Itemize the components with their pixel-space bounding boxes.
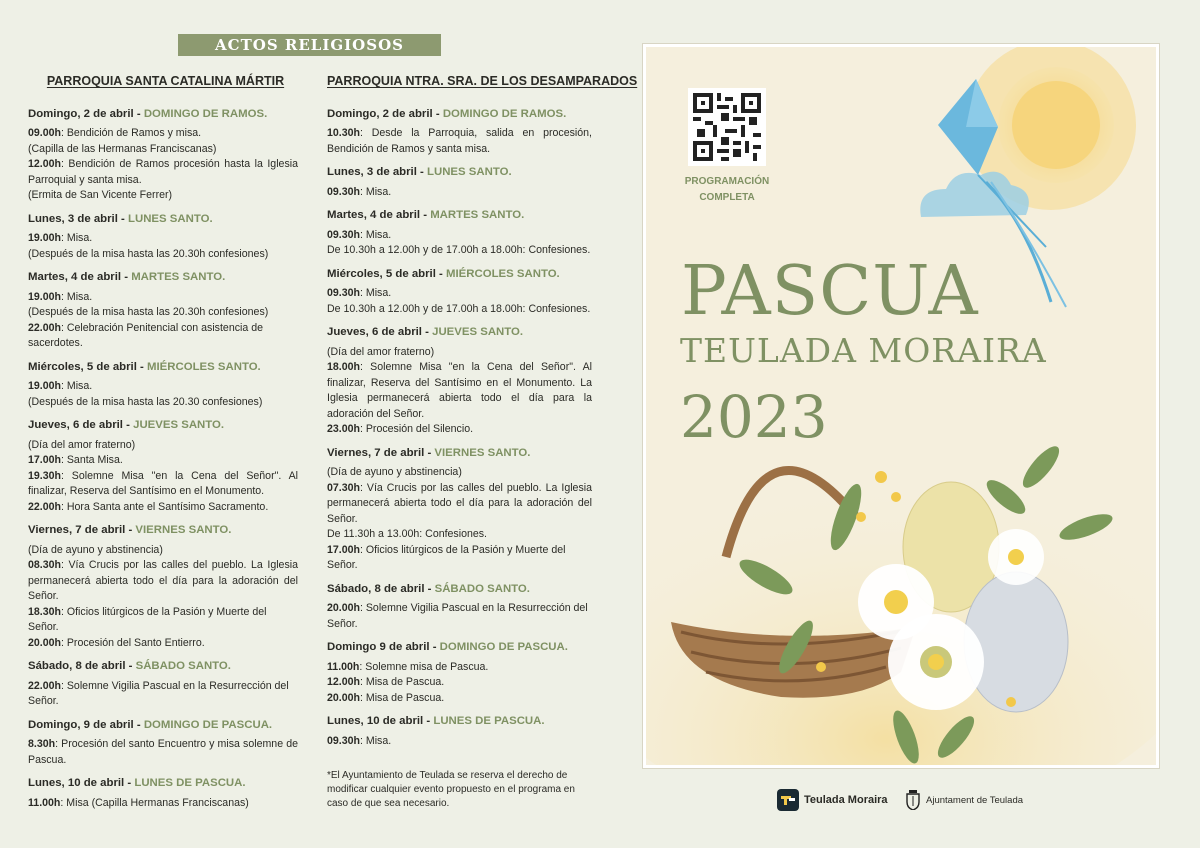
day-heading: Lunes, 3 de abril - LUNES SANTO. xyxy=(327,166,512,178)
day-name: MIÉRCOLES SANTO. xyxy=(446,267,560,280)
event-text: : Misa. xyxy=(60,290,93,303)
ajuntament-logo xyxy=(905,789,1023,811)
schedule-line xyxy=(28,157,298,188)
poster-year: 2023 xyxy=(680,383,828,451)
day-entry xyxy=(327,325,592,438)
schedule-line xyxy=(327,527,592,543)
schedule-column-santa-catalina xyxy=(28,74,298,819)
event-text: : Bendición de Ramos y misa. xyxy=(60,127,202,139)
day-name: VIERNES SANTO. xyxy=(135,524,232,536)
schedule-line xyxy=(327,126,592,157)
day-name: SÁBADO SANTO. xyxy=(135,660,231,672)
schedule-line xyxy=(28,438,298,454)
schedule-line xyxy=(327,543,592,574)
day-heading: Martes, 4 de abril - MARTES SANTO. xyxy=(28,271,226,283)
day-name: MIÉRCOLES SANTO. xyxy=(147,360,261,373)
day-date: Lunes, 10 de abril xyxy=(327,715,424,727)
day-entry xyxy=(28,418,298,515)
schedule-line xyxy=(28,321,298,352)
day-entry xyxy=(28,718,298,769)
day-heading: Domingo, 2 de abril - DOMINGO DE RAMOS. xyxy=(327,107,567,120)
schedule-line xyxy=(28,142,298,158)
day-date: Martes, 4 de abril xyxy=(327,209,421,221)
event-time: 22.00h xyxy=(28,500,61,513)
event-text: : Bendición de Ramos procesión hasta la Iglesia Parroquial y santa misa. xyxy=(28,158,298,186)
day-entry xyxy=(327,714,592,749)
schedule-line xyxy=(327,185,592,201)
day-entry xyxy=(327,208,592,259)
day-date: Jueves, 6 de abril xyxy=(28,419,123,431)
coat-of-arms-icon xyxy=(905,790,921,810)
day-name: LUNES SANTO. xyxy=(427,166,512,178)
event-text: (Después de la misa hasta las 20.30h confesiones) xyxy=(28,306,269,318)
day-entry xyxy=(327,446,592,574)
event-text: : Solemne Misa "en la Cena del Señor". Al finalizar, Reserva del Santísimo en el Monumento. xyxy=(28,469,298,497)
schedule-line xyxy=(28,679,298,710)
schedule-line xyxy=(28,543,298,559)
event-text: : Desde la Parroquia, salida en procesión, Bendición de Ramos y santa misa. xyxy=(327,127,592,155)
schedule-line xyxy=(28,737,298,768)
event-time: 22.00h xyxy=(28,679,61,692)
event-time: 11.00h xyxy=(327,660,360,673)
event-text: (Capilla de las Hermanas Franciscanas) xyxy=(28,142,217,155)
day-date: Lunes, 3 de abril xyxy=(327,166,417,178)
day-heading: Sábado, 8 de abril - SÁBADO SANTO. xyxy=(327,582,530,595)
event-time: 19.00h xyxy=(28,232,61,244)
event-text: : Misa (Capilla Hermanas Franciscanas) xyxy=(60,796,249,809)
day-date: Viernes, 7 de abril xyxy=(28,524,126,536)
schedule-line xyxy=(28,395,298,411)
event-text: : Celebración Penitencial con asistencia de sacerdotes. xyxy=(28,321,263,349)
day-name: LUNES DE PASCUA. xyxy=(433,715,545,727)
event-text: : Misa. xyxy=(359,185,392,198)
schedule-line xyxy=(28,379,298,395)
event-time: 09.30h xyxy=(327,185,360,198)
event-text: De 10.30h a 12.00h y de 17.00h a 18.00h: Confesiones. xyxy=(327,302,591,315)
schedule-line xyxy=(327,691,592,707)
schedule-line xyxy=(327,422,592,438)
disclaimer-note: *El Ayuntamiento de Teulada se reserva el derecho de modificar cualquier evento propuesto en el programa en caso de que sea necesario. xyxy=(327,770,575,809)
event-time: 11.00h xyxy=(28,796,61,809)
event-text: (Día de ayuno y abstinencia) xyxy=(327,466,462,478)
event-text: : Misa. xyxy=(60,232,93,244)
schedule-line xyxy=(28,305,298,321)
schedule-line xyxy=(327,660,592,676)
teulada-moraira-logo xyxy=(777,789,888,811)
event-time: 22.00h xyxy=(28,321,61,334)
day-date: Domingo, 2 de abril xyxy=(28,107,134,120)
event-text: : Misa. xyxy=(60,380,93,392)
event-text: : Solemne Vigilia Pascual en la Resurrección del Señor. xyxy=(327,602,588,630)
day-list xyxy=(28,107,298,812)
day-heading: Jueves, 6 de abril - JUEVES SANTO. xyxy=(28,419,225,431)
event-text: : Oficios litúrgicos de la Pasión y Muerte del Señor. xyxy=(28,605,267,633)
day-heading: Jueves, 6 de abril - JUEVES SANTO. xyxy=(327,326,524,338)
day-name: DOMINGO DE PASCUA. xyxy=(143,718,273,731)
schedule-line xyxy=(327,302,592,318)
schedule-line xyxy=(327,286,592,302)
event-text: : Hora Santa ante el Santísimo Sacramento. xyxy=(60,500,269,513)
schedule-column-desamparados xyxy=(327,74,638,811)
day-entry xyxy=(327,107,592,158)
event-time: 17.00h xyxy=(327,543,360,556)
event-text: (Día del amor fraterno) xyxy=(28,438,136,451)
day-date: Domingo, 9 de abril xyxy=(28,718,134,731)
schedule-line xyxy=(327,601,592,632)
event-text: : Procesión del Santo Entierro. xyxy=(60,636,205,649)
schedule-line xyxy=(327,465,592,481)
day-heading: Martes, 4 de abril - MARTES SANTO. xyxy=(327,209,525,221)
event-text: : Misa de Pascua. xyxy=(359,691,445,704)
day-date: Jueves, 6 de abril xyxy=(327,326,422,338)
easter-poster xyxy=(643,44,1159,768)
day-entry xyxy=(327,165,592,200)
logo-text: Teulada Moraira xyxy=(804,794,888,806)
event-text: (Después de la misa hasta las 20.30h confesiones) xyxy=(28,247,269,260)
event-time: 20.00h xyxy=(327,602,360,614)
day-heading: Lunes, 10 de abril - LUNES DE PASCUA. xyxy=(28,777,246,789)
tm-logo-icon xyxy=(777,789,799,811)
day-heading: Viernes, 7 de abril - VIERNES SANTO. xyxy=(28,524,232,536)
day-entry xyxy=(327,582,592,633)
event-time: 12.00h xyxy=(327,676,360,688)
event-time: 18.30h xyxy=(28,605,61,618)
event-time: 07.30h xyxy=(327,481,360,494)
day-heading: Domingo, 9 de abril - DOMINGO DE PASCUA. xyxy=(28,718,273,731)
schedule-line xyxy=(28,126,298,142)
day-name: JUEVES SANTO. xyxy=(432,326,524,338)
day-date: Miércoles, 5 de abril xyxy=(28,360,137,373)
day-heading: Lunes, 3 de abril - LUNES SANTO. xyxy=(28,212,213,225)
day-entry xyxy=(28,270,298,352)
day-entry xyxy=(28,107,298,204)
day-name: DOMINGO DE RAMOS. xyxy=(442,107,567,120)
day-heading: Miércoles, 5 de abril - MIÉRCOLES SANTO. xyxy=(327,267,560,280)
event-text: : Vía Crucis por las calles del pueblo. La Iglesia permanecerá abierta todo el día para la adoración del Señor. xyxy=(327,481,592,525)
day-entry xyxy=(28,776,298,811)
event-text: : Solemne Misa "en la Cena del Señor". Al finalizar, Reserva del Santísimo en el Monumento. La Iglesia permanecerá abierta todo el día para la adoración del Señor. xyxy=(327,361,592,420)
schedule-line xyxy=(327,360,592,422)
day-heading: Domingo, 2 de abril - DOMINGO DE RAMOS. xyxy=(28,107,268,120)
day-name: SÁBADO SANTO. xyxy=(434,582,530,595)
schedule-line xyxy=(28,558,298,605)
qr-code-icon xyxy=(693,93,761,161)
event-text: : Misa. xyxy=(359,287,392,299)
event-text: (Después de la misa hasta las 20.30 confesiones) xyxy=(28,395,263,408)
event-time: 20.00h xyxy=(28,636,61,649)
event-time: 20.00h xyxy=(327,691,360,704)
section-banner: ACTOS RELIGIOSOS xyxy=(178,34,441,56)
schedule-line xyxy=(28,605,298,636)
event-text: : Santa Misa. xyxy=(60,454,123,466)
event-time: 17.00h xyxy=(28,454,61,466)
event-time: 19.30h xyxy=(28,469,61,482)
event-text: : Misa de Pascua. xyxy=(359,676,445,688)
day-heading: Viernes, 7 de abril - VIERNES SANTO. xyxy=(327,446,531,459)
schedule-line xyxy=(327,345,592,361)
day-name: DOMINGO DE PASCUA. xyxy=(439,641,568,653)
day-date: Sábado, 8 de abril xyxy=(327,582,425,595)
event-text: : Solemne misa de Pascua. xyxy=(359,660,489,673)
event-time: 23.00h xyxy=(327,423,360,435)
day-name: JUEVES SANTO. xyxy=(133,419,225,431)
day-list xyxy=(327,107,592,750)
day-name: LUNES SANTO. xyxy=(128,212,213,225)
day-date: Miércoles, 5 de abril xyxy=(327,267,436,280)
parish-title: PARROQUIA NTRA. SRA. DE LOS DESAMPARADOS xyxy=(327,74,638,88)
day-heading: Domingo 9 de abril - DOMINGO DE PASCUA. xyxy=(327,641,568,653)
event-text: De 10.30h a 12.00h y de 17.00h a 18.00h: Confesiones. xyxy=(327,244,591,256)
day-date: Lunes, 3 de abril xyxy=(28,212,118,225)
event-text: (Día del amor fraterno) xyxy=(327,345,435,358)
qr-code[interactable] xyxy=(688,88,766,166)
schedule-line xyxy=(327,243,592,259)
schedule-line xyxy=(28,231,298,247)
event-time: 8.30h xyxy=(28,738,56,750)
day-entry xyxy=(327,267,592,318)
event-time: 19.00h xyxy=(28,290,61,303)
poster-subtitle: TEULADA MORAIRA xyxy=(680,331,1047,370)
schedule-line xyxy=(28,500,298,516)
event-text: : Procesión del santo Encuentro y misa solemne de Pascua. xyxy=(28,738,298,766)
schedule-line xyxy=(28,453,298,469)
event-time: 09.30h xyxy=(327,287,360,299)
schedule-line xyxy=(327,481,592,528)
qr-caption xyxy=(676,174,778,206)
event-text: De 11.30h a 13.00h: Confesiones. xyxy=(327,528,488,540)
event-text: : Misa. xyxy=(359,734,392,747)
day-date: Viernes, 7 de abril xyxy=(327,446,425,459)
qr-caption-line: PROGRAMACIÓN xyxy=(684,176,770,187)
day-name: MARTES SANTO. xyxy=(131,271,226,283)
day-date: Domingo 9 de abril xyxy=(327,641,430,653)
event-text: : Misa. xyxy=(359,228,392,241)
schedule-line xyxy=(28,247,298,263)
event-text: (Día de ayuno y abstinencia) xyxy=(28,543,163,556)
day-date: Domingo, 2 de abril xyxy=(327,107,433,120)
event-time: 19.00h xyxy=(28,380,61,392)
day-name: MARTES SANTO. xyxy=(430,209,525,221)
event-text: (Ermita de San Vicente Ferrer) xyxy=(28,189,173,201)
event-time: 12.00h xyxy=(28,158,61,170)
day-date: Martes, 4 de abril xyxy=(28,271,122,283)
schedule-line xyxy=(327,675,592,691)
schedule-line xyxy=(28,188,298,204)
day-entry xyxy=(28,523,298,651)
event-time: 18.00h xyxy=(327,361,360,373)
event-time: 09.00h xyxy=(28,127,61,139)
day-entry xyxy=(28,659,298,710)
day-date: Sábado, 8 de abril xyxy=(28,660,126,672)
poster-title: PASCUA xyxy=(681,252,979,331)
event-text: : Vía Crucis por las calles del pueblo. La Iglesia permanecerá abierta todo el día para la adoración del Señor. xyxy=(28,559,298,602)
schedule-line xyxy=(28,469,298,500)
logo-text: Ajuntament de Teulada xyxy=(926,794,1024,806)
schedule-line xyxy=(28,796,298,812)
day-name: VIERNES SANTO. xyxy=(434,446,531,459)
event-text: : Oficios litúrgicos de la Pasión y Muerte del Señor. xyxy=(327,543,566,571)
day-entry xyxy=(327,640,592,706)
day-heading: Miércoles, 5 de abril - MIÉRCOLES SANTO. xyxy=(28,360,261,373)
event-text: : Procesión del Silencio. xyxy=(359,423,474,435)
event-time: 10.30h xyxy=(327,127,360,139)
schedule-line xyxy=(28,290,298,306)
event-text: : Solemne Vigilia Pascual en la Resurrección del Señor. xyxy=(28,679,289,707)
day-entry xyxy=(28,212,298,263)
day-date: Lunes, 10 de abril xyxy=(28,777,125,789)
event-time: 09.30h xyxy=(327,734,360,747)
schedule-line xyxy=(327,228,592,244)
day-heading: Lunes, 10 de abril - LUNES DE PASCUA. xyxy=(327,715,545,727)
event-time: 09.30h xyxy=(327,228,360,241)
day-name: LUNES DE PASCUA. xyxy=(134,777,246,789)
parish-title: PARROQUIA SANTA CATALINA MÁRTIR xyxy=(46,74,285,88)
schedule-line xyxy=(327,734,592,750)
event-time: 08.30h xyxy=(28,559,61,571)
day-entry xyxy=(28,360,298,411)
day-heading: Sábado, 8 de abril - SÁBADO SANTO. xyxy=(28,660,231,672)
day-name: DOMINGO DE RAMOS. xyxy=(143,107,268,120)
schedule-line xyxy=(28,636,298,652)
qr-caption-line: COMPLETA xyxy=(699,192,755,203)
